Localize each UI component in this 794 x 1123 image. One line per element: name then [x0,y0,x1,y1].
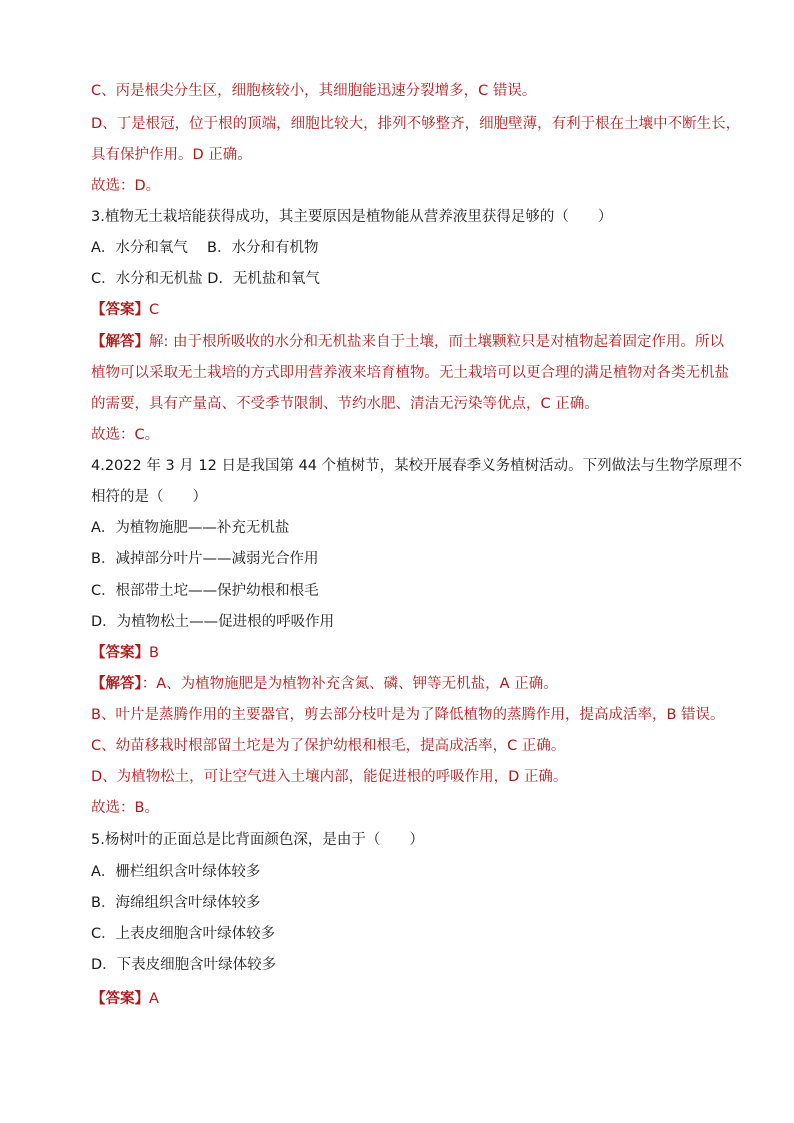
q4-choose: 故选：B。 [91,800,159,816]
q4-question-line1: 4.2022 年 3 月 12 日是我国第 44 个植树节，某校开展春季义务植树活动。下列做法与生物学原理不 [91,458,743,474]
q3-choose: 故选：C。 [91,427,160,443]
q2-choose: 故选：D。 [91,178,161,194]
q3-analysis-line1 [91,332,724,352]
q4-answer-tag: 【答案】 [91,645,149,661]
q4-analysis-line3: C、幼苗移栽时根部留土坨是为了保护幼根和根毛，提高成活率，C 正确。 [91,738,566,754]
q2-analysis-c: C、丙是根尖分生区，细胞核较小，其细胞能迅速分裂增多，C 错误。 [91,83,537,99]
q4-option-a: A．为植物施肥——补充无机盐 [91,520,290,536]
q2-analysis-d-line2: 具有保护作用。D 正确。 [91,147,252,163]
q5-option-c: C．上表皮细胞含叶绿体较多 [91,926,276,942]
q4-answer [91,643,159,663]
q4-option-d: D．为植物松土——促进根的呼吸作用 [91,614,335,630]
q4-option-c: C．根部带土坨——保护幼根和根毛 [91,583,319,599]
q4-analysis-line1 [91,674,558,694]
q3-answer-tag: 【答案】 [91,302,149,318]
q5-answer-tag: 【答案】 [91,991,149,1007]
q2-analysis-d-line1: D、丁是根冠，位于根的顶端，细胞比较大，排列不够整齐，细胞壁薄，有利于根在土壤中不断生长， [91,116,741,132]
q4-analysis-line2: B、叶片是蒸腾作用的主要器官，剪去部分枝叶是为了降低植物的蒸腾作用，提高成活率，B 错误。 [91,707,725,723]
q4-analysis-tag: 【解答】 [91,676,142,692]
q4-answer-value: B [149,645,159,661]
q4-option-b: B．减掉部分叶片——减弱光合作用 [91,551,319,567]
q5-option-a: A．栅栏组织含叶绿体较多 [91,864,261,880]
q5-answer [91,989,159,1009]
q4-analysis-line4: D、为植物松土，可让空气进入土壤内部，能促进根的呼吸作用，D 正确。 [91,769,568,785]
q4-analysis-text1: ：A、为植物施肥是为植物补充含氮、磷、钾等无机盐，A 正确。 [141,676,558,692]
q4-question-line2: 相符的是（ ） [91,489,207,505]
q3-options-ab: A．水分和氧气 B．水分和有机物 [91,240,319,256]
q5-option-b: B．海绵组织含叶绿体较多 [91,895,261,911]
q5-answer-value: A [149,991,159,1007]
q3-analysis-line3: 的需要，具有产量高、不受季节限制、节约水肥、清洁无污染等优点，C 正确。 [91,396,599,412]
q3-analysis-line2: 植物可以采取无土栽培的方式即用营养液来培育植物。无土栽培可以更合理的满足植物对各类无机盐 [91,365,729,381]
q3-answer [91,300,159,320]
q3-analysis-text1: 解: 由于根所吸收的水分和无机盐来自于土壤，而土壤颗粒只是对植物起着固定作用。所以 [149,334,724,350]
q5-question: 5.杨树叶的正面总是比背面颜色深，是由于（ ） [91,832,424,848]
q3-options-cd: C．水分和无机盐 D．无机盐和氧气 [91,271,320,287]
q3-analysis-tag: 【解答】 [91,334,149,350]
q3-answer-value: C [149,302,160,318]
q3-question: 3.植物无土栽培能获得成功，其主要原因是植物能从营养液里获得足够的（ ） [91,209,613,225]
q5-option-d: D．下表皮细胞含叶绿体较多 [91,957,277,973]
